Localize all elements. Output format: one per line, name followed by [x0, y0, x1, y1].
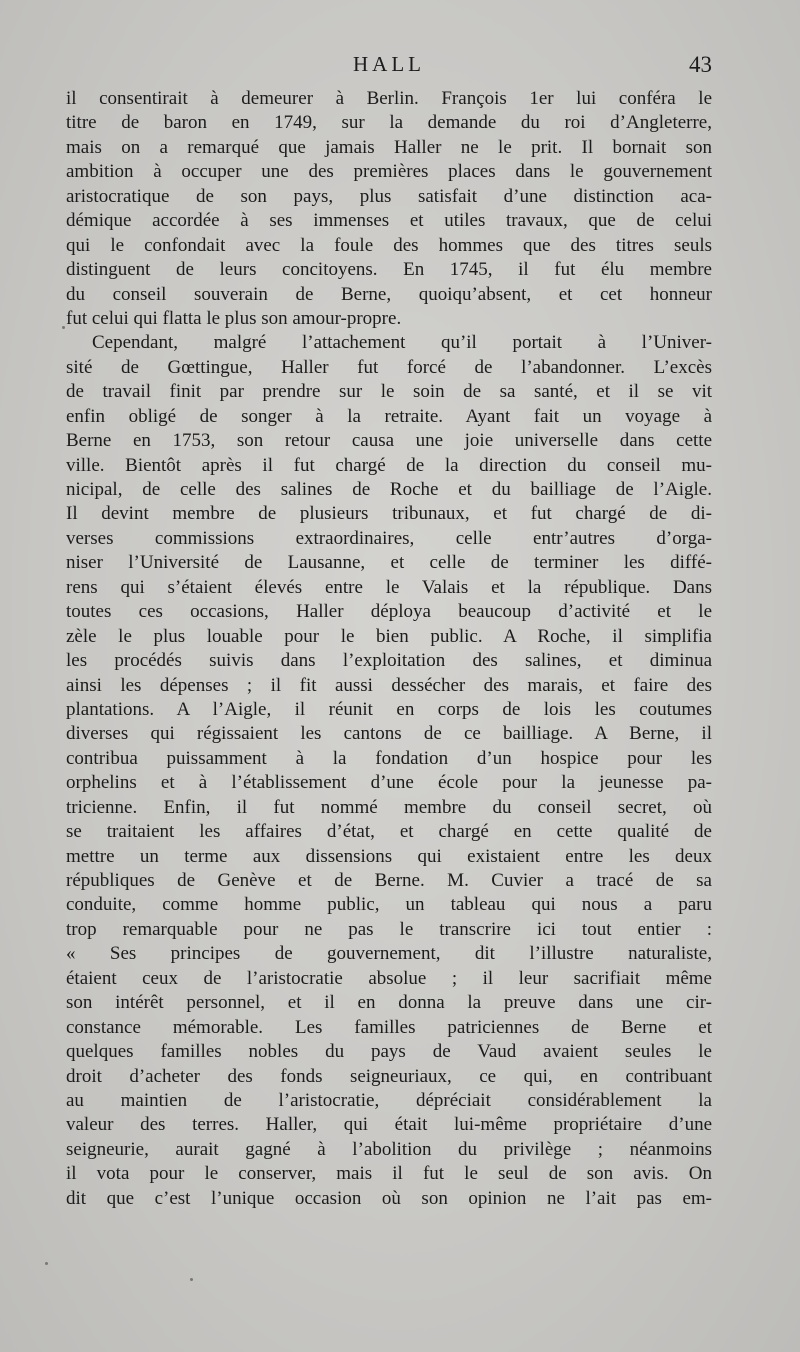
- text-line: orphelins et à l’établissement d’une école pour la jeunesse pa-: [66, 772, 712, 794]
- page-number: 43: [689, 52, 712, 77]
- text-line: niser l’Université de Lausanne, et celle de terminer les diffé-: [66, 552, 712, 574]
- text-line: droit d’acheter des fonds seigneuriaux, ce qui, en contribuant: [66, 1065, 712, 1087]
- text-line: républiques de Genève et de Berne. M. Cuvier a tracé de sa: [66, 870, 712, 891]
- text-line: du conseil souverain de Berne, quoiqu’absent, et cet honneur: [66, 283, 712, 305]
- text-line: seigneurie, aurait gagné à l’abolition du privilège ; néanmoins: [66, 1138, 712, 1160]
- text-line: trop remarquable pour ne pas le transcrire ici tout entier :: [66, 918, 712, 940]
- text-line: enfin obligé de songer à la retraite. Ayant fait un voyage à: [66, 405, 712, 427]
- text-line: constance mémorable. Les familles patriciennes de Berne et: [66, 1016, 712, 1038]
- body-text: [66, 87, 712, 1211]
- text-line: sité de Gœttingue, Haller fut forcé de l’abandonner. L’excès: [66, 356, 712, 378]
- text-line: verses commissions extraordinaires, celle entr’autres d’orga-: [66, 527, 712, 549]
- text-line: il vota pour le conserver, mais il fut le seul de son avis. On: [66, 1163, 712, 1185]
- text-line: tricienne. Enfin, il fut nommé membre du conseil secret, où: [66, 796, 712, 818]
- text-line: zèle le plus louable pour le bien public. A Roche, il simplifia: [66, 625, 712, 647]
- text-line: mais on a remarqué que jamais Haller ne le prit. Il bornait son: [66, 136, 712, 158]
- text-line: plantations. A l’Aigle, il réunit en corps de lois les coutumes: [66, 698, 712, 720]
- text-line: titre de baron en 1749, sur la demande du roi d’Angleterre,: [66, 112, 712, 134]
- paper-speck: [45, 1262, 48, 1265]
- text-line: les procédés suivis dans l’exploitation des salines, et diminua: [66, 650, 712, 672]
- text-line: mettre un terme aux dissensions qui existaient entre les deux: [66, 845, 712, 867]
- running-head: HALL: [353, 52, 425, 76]
- text-line: contribua puissamment à la fondation d’un hospice pour les: [66, 747, 712, 769]
- text-line: quelques familles nobles du pays de Vaud avaient seules le: [66, 1041, 712, 1063]
- text-line: son intérêt personnel, et il en donna la preuve dans une cir-: [66, 992, 712, 1014]
- text-line: au maintien de l’aristocratie, dépréciait considérablement la: [66, 1089, 712, 1111]
- text-line: démique accordée à ses immenses et utiles travaux, que de celui: [66, 210, 712, 232]
- text-line: se traitaient les affaires d’état, et chargé en cette qualité de: [66, 821, 712, 843]
- text-line: distinguent de leurs concitoyens. En 1745, il fut élu membre: [66, 259, 712, 281]
- text-line: rens qui s’étaient élevés entre le Valais et la république. Dans: [66, 576, 712, 598]
- text-line: diverses qui régissaient les cantons de ce bailliage. A Berne, il: [66, 723, 712, 745]
- page-header: [66, 52, 712, 86]
- text-line: « Ses principes de gouvernement, dit l’illustre naturaliste,: [66, 943, 712, 965]
- text-line: Berne en 1753, son retour causa une joie universelle dans cette: [66, 430, 712, 452]
- text-line: conduite, comme homme public, un tableau qui nous a paru: [66, 894, 712, 916]
- paper-speck: [62, 326, 65, 329]
- text-line: fut celui qui flatta le plus son amour-propre.: [66, 307, 402, 329]
- text-line: étaient ceux de l’aristocratie absolue ; il leur sacrifiait même: [66, 967, 712, 989]
- paper-speck: [190, 1278, 193, 1281]
- text-line: Il devint membre de plusieurs tribunaux, et fut chargé de di-: [66, 503, 712, 525]
- text-line: ville. Bientôt après il fut chargé de la direction du conseil mu-: [66, 454, 712, 476]
- text-line: de travail finit par prendre sur le soin de sa santé, et il se vit: [66, 381, 712, 403]
- text-line: il consentirait à demeurer à Berlin. François 1er lui conféra le: [66, 88, 712, 109]
- text-line: dit que c’est l’unique occasion où son opinion ne l’ait pas em-: [66, 1187, 712, 1209]
- text-line: ambition à occuper une des premières places dans le gouvernement: [66, 161, 712, 183]
- text-line: Cependant, malgré l’attachement qu’il portait à l’Univer-: [92, 332, 712, 354]
- text-line: aristocratique de son pays, plus satisfait d’une distinction aca-: [66, 185, 712, 207]
- text-line: qui le confondait avec la foule des hommes que des titres seuls: [66, 234, 712, 256]
- text-line: valeur des terres. Haller, qui était lui-même propriétaire d’une: [66, 1114, 712, 1136]
- text-line: nicipal, de celle des salines de Roche et du bailliage de l’Aigle.: [66, 479, 712, 500]
- text-line: toutes ces occasions, Haller déploya beaucoup d’activité et le: [66, 601, 712, 623]
- text-line: ainsi les dépenses ; il fit aussi dessécher des marais, et faire des: [66, 674, 712, 696]
